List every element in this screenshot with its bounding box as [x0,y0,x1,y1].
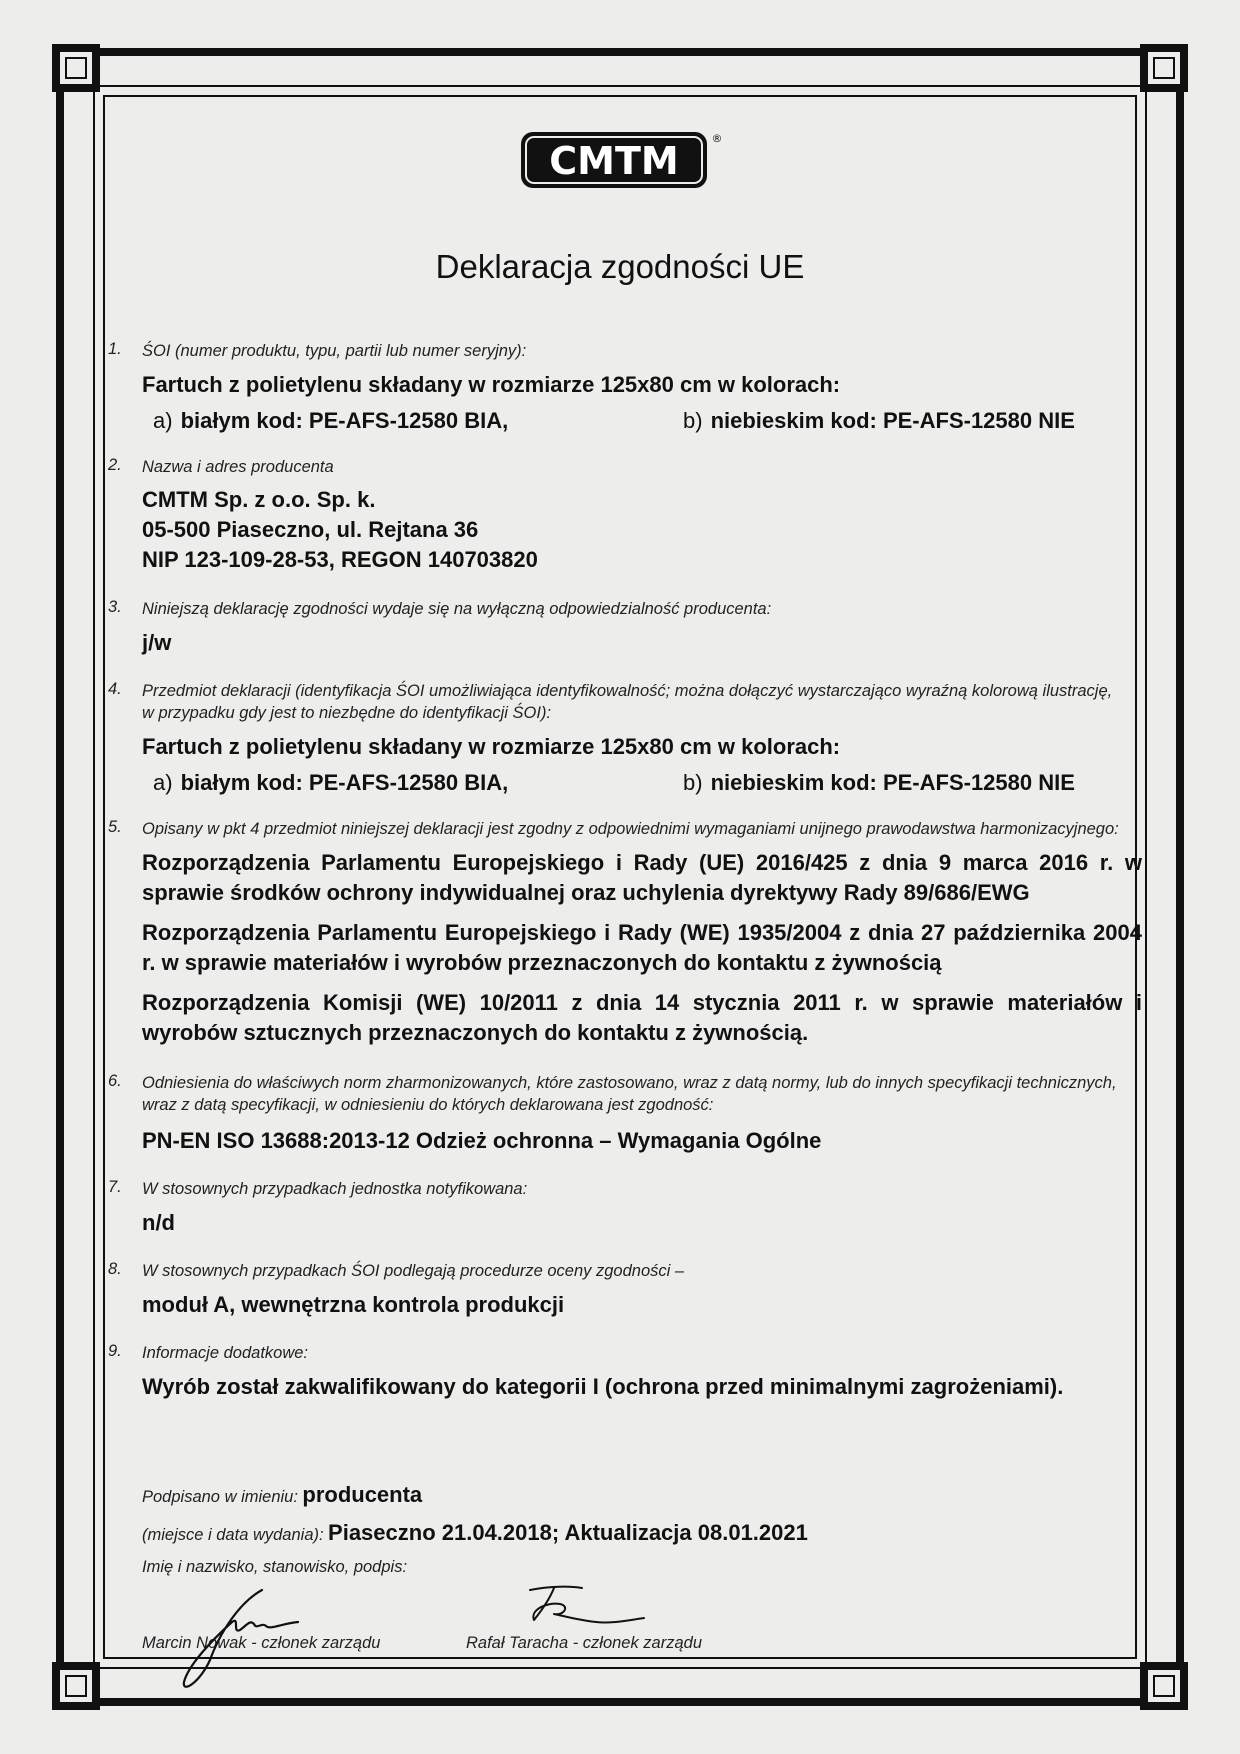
signed-on-behalf: Podpisano w imieniu: producenta [142,1482,423,1507]
page-title: Deklaracja zgodności UE [435,248,805,285]
registered-mark: ® [711,132,723,145]
place-and-date: (miejsce i data wydania): Piaseczno 21.04.2018; Aktualizacja 08.01.2021 [142,1520,808,1545]
section-label: Niniejszą deklarację zgodności wydaje się na wyłączną odpowiedzialność producenta: [142,600,772,618]
section-number: 6. [108,1072,122,1090]
section-label: ŚOI (numer produktu, typu, partii lub numer seryjny): [142,342,527,360]
option-a: a) białym kod: PE-AFS-12580 BIA, [153,770,509,795]
product-description: Fartuch z polietylenu składany w rozmiarze 125x80 cm w kolorach: [142,372,841,397]
producer-name: CMTM Sp. z o.o. Sp. k. [142,487,376,512]
conformity-procedure: moduł A, wewnętrzna kontrola produkcji [142,1292,565,1317]
section-label-line-2: w przypadku gdy jest to niezbędne do identyfikacji ŚOI): [142,704,552,722]
section-label: Informacje dodatkowe: [142,1344,309,1362]
section-number: 1. [108,340,122,358]
regulation-1935-2004: Rozporządzenia Parlamentu Europejskiego i Rady (WE) 1935/2004 z dnia 27 października 2004 r. w sprawie materiałów i wyrobów przeznaczonych do kontaktu z żywnością [142,920,1142,975]
producer-tax-ids: NIP 123-109-28-53, REGON 140703820 [142,547,538,572]
regulation-2016-425: Rozporządzenia Parlamentu Europejskiego i Rady (UE) 2016/425 z dnia 9 marca 2016 r. w sprawie środków ochrony indywidualnej oraz uchylenia dyrektywy Rady 89/686/EWG [142,850,1142,905]
notified-body: n/d [142,1210,175,1235]
section-number: 2. [108,456,122,474]
option-b: b) niebieskim kod: PE-AFS-12580 NIE [683,408,1075,433]
additional-info: Wyrób został zakwalifikowany do kategorii I (ochrona przed minimalnymi zagrożeniami). [142,1374,1064,1399]
company-logo [519,128,725,192]
regulation-10-2011: Rozporządzenia Komisji (WE) 10/2011 z dnia 14 stycznia 2011 r. w sprawie materiałów i wyrobów sztucznych przeznaczonych do kontaktu z żywnością. [142,990,1142,1045]
signature-2 [520,1580,650,1630]
product-description: Fartuch z polietylenu składany w rozmiarze 125x80 cm w kolorach: [142,734,841,759]
section-label: Nazwa i adres producenta [142,458,334,476]
standard-reference: PN-EN ISO 13688:2013-12 Odzież ochronna – Wymagania Ogólne [142,1128,822,1153]
section-number: 8. [108,1260,122,1278]
option-b: b) niebieskim kod: PE-AFS-12580 NIE [683,770,1075,795]
section-number: 3. [108,598,122,616]
name-position-signature-label: Imię i nazwisko, stanowisko, podpis: [142,1558,408,1576]
section-label: Opisany w pkt 4 przedmiot niniejszej deklaracji jest zgodny z odpowiednimi wymaganiami unijnego prawodawstwa harmonizacyjnego: [142,820,1119,838]
signer-2: Rafał Taracha - członek zarządu [466,1634,703,1652]
section-number: 5. [108,818,122,836]
section-number: 4. [108,680,122,698]
signature-1 [170,1582,310,1694]
option-a: a) białym kod: PE-AFS-12580 BIA, [153,408,509,433]
section-value: j/w [142,630,172,655]
section-label-line-2: wraz z datą specyfikacji, w odniesieniu do których deklarowana jest zgodność: [142,1096,714,1114]
section-label: W stosownych przypadkach jednostka notyfikowana: [142,1180,528,1198]
signer-1: Marcin Nowak - członek zarządu [142,1634,381,1652]
section-label: W stosownych przypadkach ŚOI podlegają procedurze oceny zgodności – [142,1262,685,1280]
section-label-line-1: Przedmiot deklaracji (identyfikacja ŚOI umożliwiająca identyfikowalność; można dołączyć wystarczająco wyraźną kolorową ilustrację, [142,682,1113,700]
producer-address: 05-500 Piaseczno, ul. Rejtana 36 [142,517,479,542]
section-number: 7. [108,1178,122,1196]
logo-text: CMTM [549,139,679,183]
section-number: 9. [108,1342,122,1360]
section-label-line-1: Odniesienia do właściwych norm zharmonizowanych, które zastosowano, wraz z datą normy, lub do innych specyfikacji technicznych, [142,1074,1117,1092]
